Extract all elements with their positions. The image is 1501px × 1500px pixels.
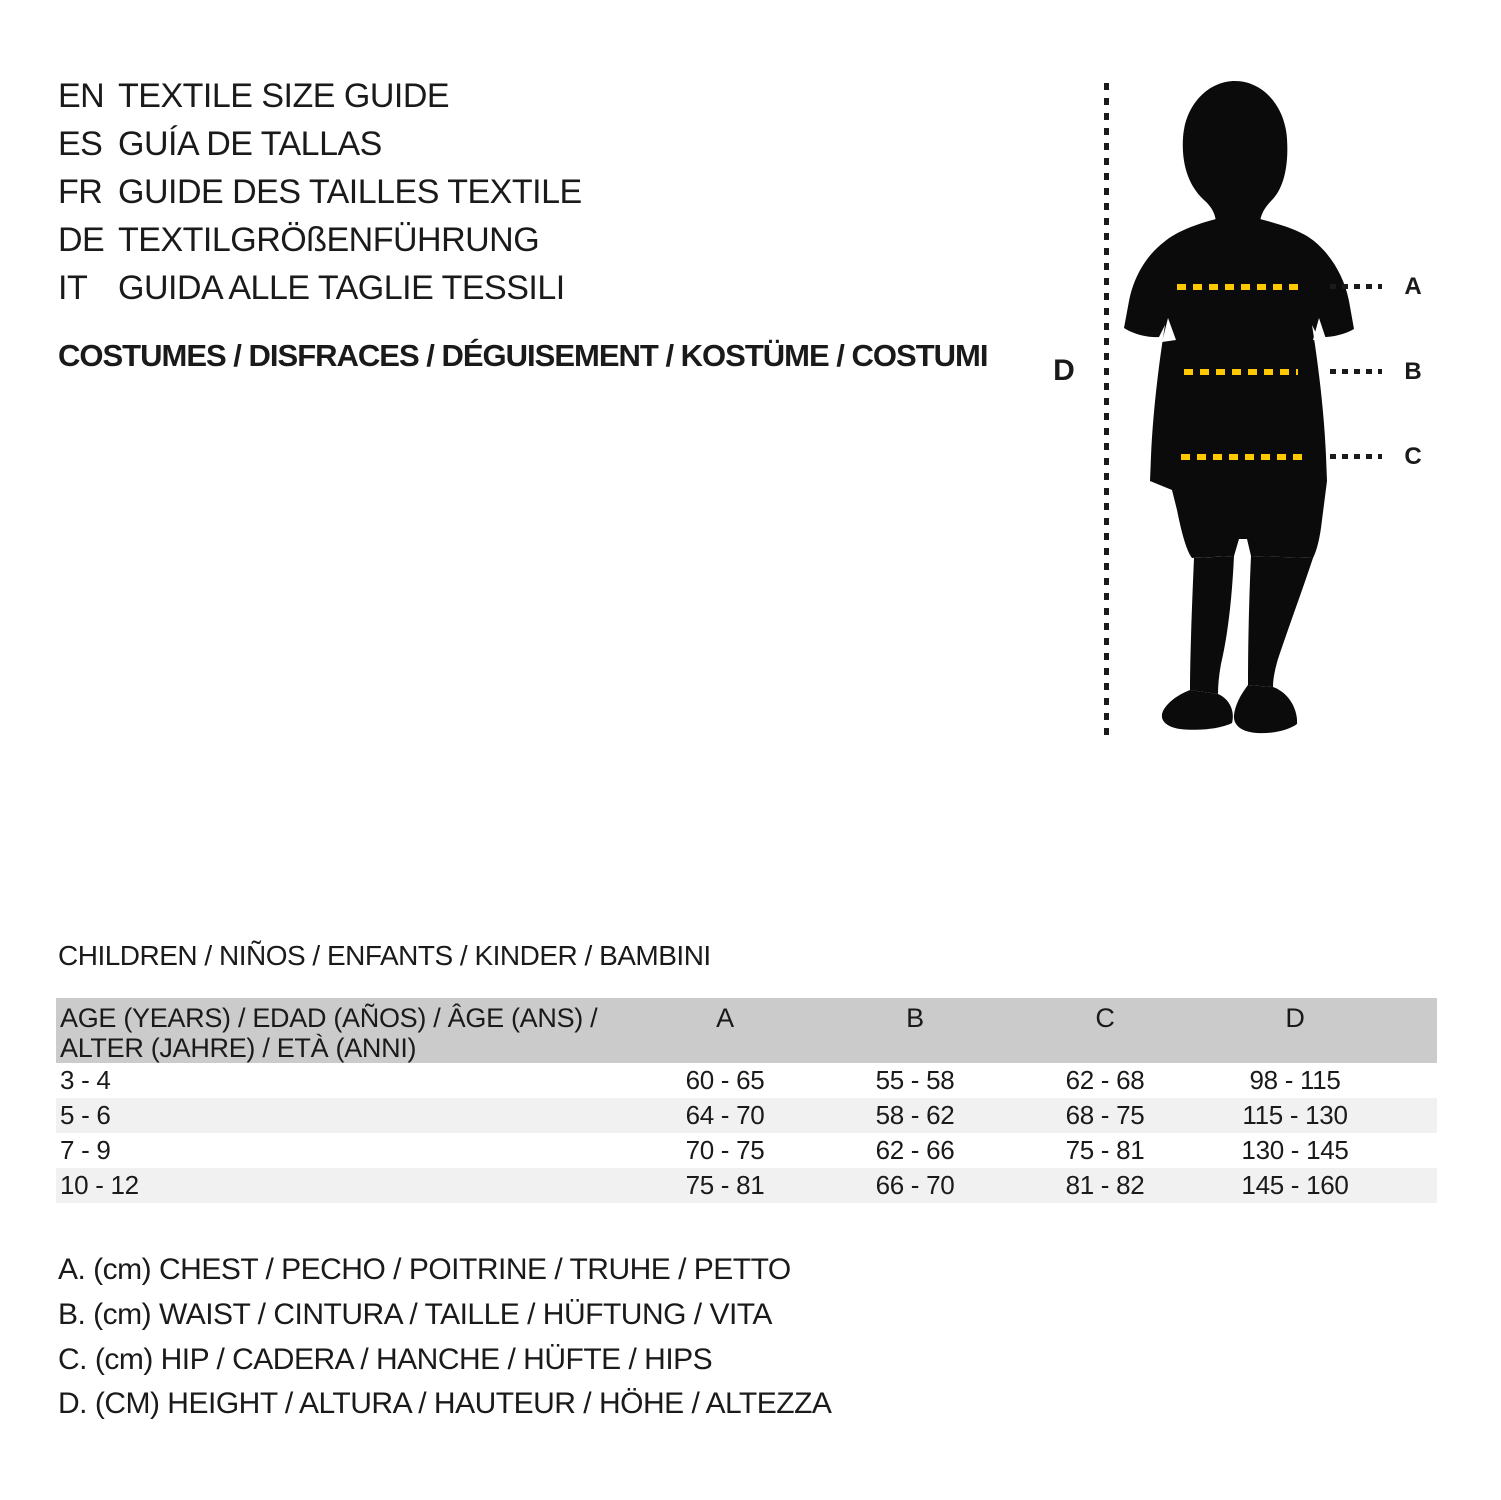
- language-code: ES: [58, 124, 103, 163]
- row-spacer: [1390, 1168, 1437, 1203]
- row-spacer: [1390, 1098, 1437, 1133]
- language-label: GUIDE DES TAILLES TEXTILE: [118, 172, 582, 211]
- table-row: [56, 1063, 1437, 1098]
- waist-cell: 62 - 66: [875, 1135, 955, 1165]
- hip-cell: 81 - 82: [1065, 1170, 1145, 1200]
- table-row: [56, 1098, 1437, 1133]
- column-header-d: D: [1285, 1003, 1305, 1033]
- chest-cell: 70 - 75: [685, 1135, 765, 1165]
- size-table: [56, 998, 1437, 1203]
- age-header-line1: AGE (YEARS) / EDAD (AÑOS) / ÂGE (ANS) /: [60, 1003, 598, 1033]
- measure-label-d: D: [1053, 354, 1075, 387]
- chest-cell: 64 - 70: [685, 1100, 765, 1130]
- language-row-fr: [58, 168, 582, 216]
- hip-connector-line: [1330, 454, 1382, 459]
- measure-label-b: B: [1404, 358, 1422, 385]
- age-cell: 7 - 9: [60, 1135, 111, 1165]
- age-cell: 3 - 4: [60, 1065, 111, 1095]
- age-cell: 10 - 12: [60, 1170, 139, 1200]
- age-header-line2: ALTER (JAHRE) / ETÀ (ANNI): [60, 1033, 417, 1063]
- language-row-it: [58, 264, 582, 312]
- row-spacer: [1390, 1063, 1437, 1098]
- height-cell: 130 - 145: [1241, 1135, 1349, 1165]
- age-cell: 5 - 6: [60, 1100, 111, 1130]
- category-title: COSTUMES / DISFRACES / DÉGUISEMENT / KOSTÜME / COSTUMI: [58, 338, 988, 373]
- chest-cell: 75 - 81: [685, 1170, 765, 1200]
- table-row: [56, 1168, 1437, 1203]
- table-section-title: CHILDREN / NIÑOS / ENFANTS / KINDER / BAMBINI: [58, 940, 711, 971]
- legend-line-waist: B. (cm) WAIST / CINTURA / TAILLE / HÜFTUNG / VITA: [58, 1298, 772, 1332]
- chest-cell: 60 - 65: [685, 1065, 765, 1095]
- column-header-a: A: [716, 1003, 734, 1033]
- waist-cell: 58 - 62: [875, 1100, 955, 1130]
- legend-line-height: D. (CM) HEIGHT / ALTURA / HAUTEUR / HÖHE / ALTEZZA: [58, 1387, 832, 1421]
- hip-cell: 75 - 81: [1065, 1135, 1145, 1165]
- language-code: DE: [58, 220, 105, 259]
- hip-measure-line: [1181, 454, 1303, 460]
- column-header-c: C: [1095, 1003, 1115, 1033]
- language-code: FR: [58, 172, 103, 211]
- height-measure-line: [1104, 83, 1109, 742]
- language-code: IT: [58, 268, 88, 307]
- chest-connector-line: [1330, 284, 1382, 289]
- language-row-de: [58, 216, 582, 264]
- height-cell: 98 - 115: [1249, 1065, 1341, 1095]
- age-column-header: [56, 998, 630, 1063]
- table-row: [56, 1133, 1437, 1168]
- language-label: TEXTILE SIZE GUIDE: [118, 76, 450, 115]
- row-spacer: [1390, 1133, 1437, 1168]
- language-code: EN: [58, 76, 105, 115]
- table-header-row: [56, 998, 1437, 1063]
- child-silhouette: [1120, 78, 1390, 750]
- height-cell: 115 - 130: [1242, 1100, 1348, 1130]
- waist-measure-line: [1184, 369, 1298, 375]
- language-row-es: [58, 120, 582, 168]
- measurement-legend: [58, 1248, 831, 1427]
- measure-label-a: A: [1404, 273, 1422, 300]
- header-spacer: [1390, 998, 1437, 1063]
- language-label: TEXTILGRÖßENFÜHRUNG: [118, 220, 540, 259]
- height-cell: 145 - 160: [1241, 1170, 1349, 1200]
- language-row-en: [58, 72, 582, 120]
- waist-connector-line: [1330, 369, 1382, 374]
- language-label: GUÍA DE TALLAS: [118, 124, 382, 163]
- hip-cell: 68 - 75: [1065, 1100, 1145, 1130]
- legend-line-hip: C. (cm) HIP / CADERA / HANCHE / HÜFTE / HIPS: [58, 1342, 713, 1376]
- language-label: GUIDA ALLE TAGLIE TESSILI: [118, 268, 565, 307]
- legend-line-chest: A. (cm) CHEST / PECHO / POITRINE / TRUHE / PETTO: [58, 1253, 791, 1287]
- column-header-b: B: [906, 1003, 924, 1033]
- hip-cell: 62 - 68: [1065, 1065, 1145, 1095]
- waist-cell: 55 - 58: [875, 1065, 955, 1095]
- chest-measure-line: [1177, 284, 1303, 290]
- measure-label-c: C: [1404, 443, 1422, 470]
- language-list: [58, 72, 582, 312]
- waist-cell: 66 - 70: [875, 1170, 955, 1200]
